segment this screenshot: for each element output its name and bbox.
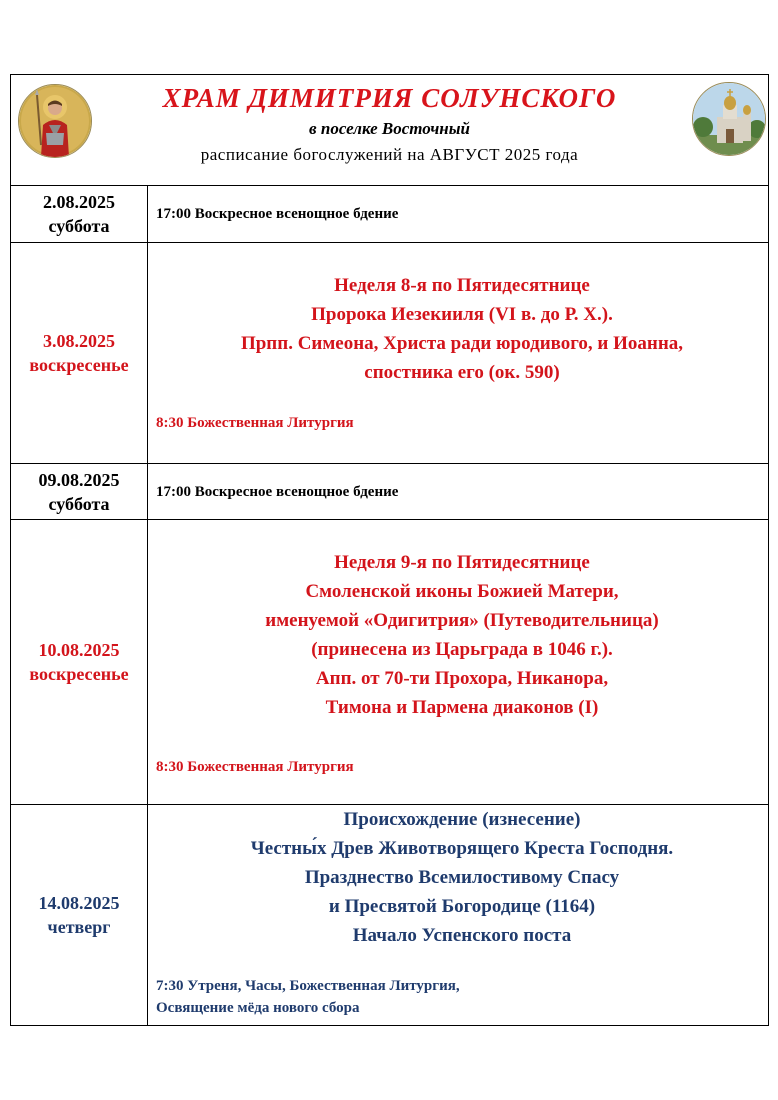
feast-line: Честны́х Древ Животворящего Креста Господня. xyxy=(250,838,674,859)
feast-line: Неделя 9-я по Пятидесятнице xyxy=(334,552,590,573)
service-line: 7:30 Утреня, Часы, Божественная Литургия, xyxy=(156,978,460,994)
feast-line: Апп. от 70-ти Прохора, Никанора, xyxy=(315,668,609,689)
date-cell xyxy=(11,520,148,804)
feast-line: Тимона и Пармена диаконов (I) xyxy=(325,697,599,718)
weekday: суббота xyxy=(48,216,110,236)
date-cell xyxy=(11,464,148,519)
service-line: 8:30 Божественная Литургия xyxy=(156,415,354,431)
feast-line: Прпп. Симеона, Христа ради юродивого, и Иоанна, xyxy=(240,333,684,354)
feast-line: Празднество Всемилостивому Спасу xyxy=(304,867,620,888)
date: 09.08.2025 xyxy=(38,469,120,490)
content-cell xyxy=(148,243,768,463)
date: 2.08.2025 xyxy=(43,192,115,212)
service-line: 17:00 Воскресное всенощное бдение xyxy=(156,483,399,500)
date: 3.08.2025 xyxy=(43,331,115,351)
service-line: 8:30 Божественная Литургия xyxy=(156,759,354,775)
feast-line: спостника его (ок. 590) xyxy=(364,362,560,383)
feast-description xyxy=(156,548,768,722)
content-cell xyxy=(148,805,768,1025)
date-cell xyxy=(11,805,148,1025)
feast-description xyxy=(156,805,768,950)
content-cell xyxy=(148,464,768,519)
feast-line: Начало Успенского поста xyxy=(352,925,572,946)
feast-line: (принесена из Царьграда в 1046 г.). xyxy=(311,639,613,660)
schedule-row xyxy=(11,186,768,243)
service-line: Освящение мёда нового сбора xyxy=(156,1000,360,1016)
location-subtitle: в поселке Восточный xyxy=(309,119,470,138)
feast-line: именуемой «Одигитрия» (Путеводительница) xyxy=(265,610,659,631)
church-title: ХРАМ ДИМИТРИЯ СОЛУНСКОГО xyxy=(162,83,617,113)
feast-description xyxy=(156,271,768,387)
feast-line: Происхождение (изнесение) xyxy=(343,809,581,830)
feast-line: Смоленской иконы Божией Матери, xyxy=(305,581,619,602)
weekday: четверг xyxy=(47,917,111,937)
content-cell xyxy=(148,186,768,242)
schedule-sheet xyxy=(10,74,769,1026)
service-block xyxy=(156,975,460,1019)
service-line: 17:00 Воскресное всенощное бдение xyxy=(156,206,399,222)
content-cell xyxy=(148,520,768,804)
weekday: воскресенье xyxy=(29,664,129,684)
date: 10.08.2025 xyxy=(38,640,120,660)
date: 14.08.2025 xyxy=(38,893,120,913)
header xyxy=(11,75,768,186)
weekday: суббота xyxy=(48,493,110,514)
feast-line: и Пресвятой Богородице (1164) xyxy=(328,896,596,917)
schedule-heading: расписание богослужений на АВГУСТ 2025 года xyxy=(200,145,579,164)
date-cell xyxy=(11,186,148,242)
feast-line: Неделя 8-я по Пятидесятнице xyxy=(334,275,590,296)
schedule-row xyxy=(11,243,768,464)
church-icon xyxy=(692,82,766,156)
weekday: воскресенье xyxy=(29,355,129,375)
schedule-row xyxy=(11,805,768,1025)
feast-line: Пророка Иезекииля (VI в. до Р. Х.). xyxy=(311,304,613,325)
date-cell xyxy=(11,243,148,463)
schedule-row xyxy=(11,464,768,520)
schedule-row xyxy=(11,520,768,805)
